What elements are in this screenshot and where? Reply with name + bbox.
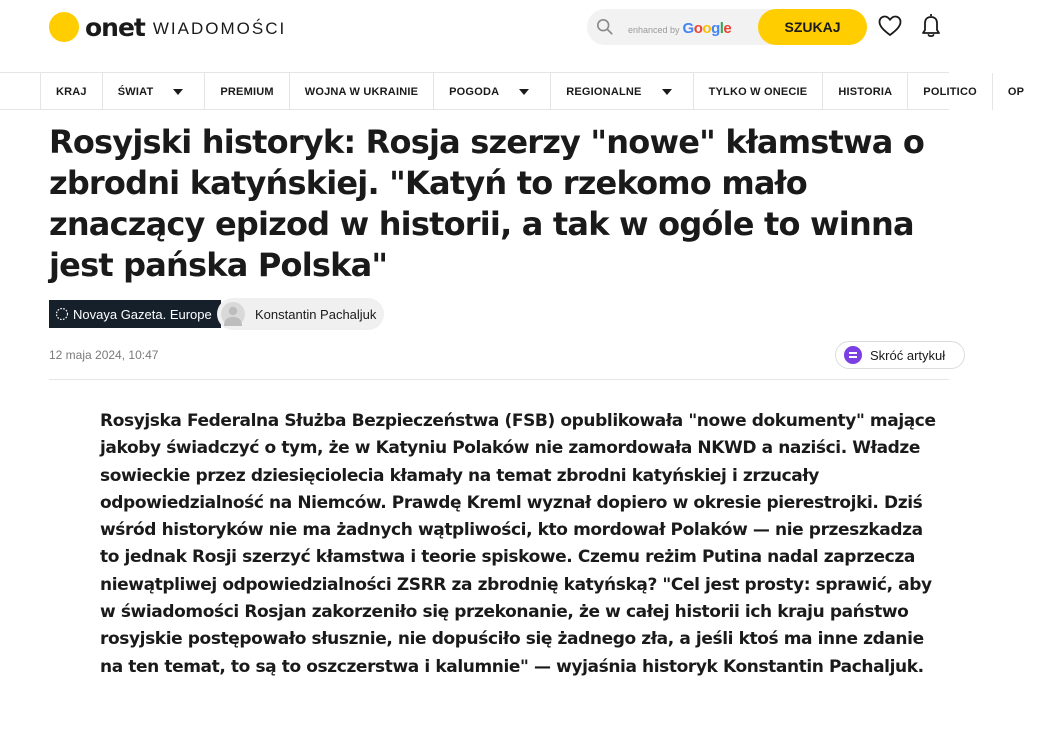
- chevron-down-icon: [662, 89, 672, 95]
- google-logo: Google: [682, 20, 732, 37]
- source-badge[interactable]: [49, 300, 221, 328]
- search-bar[interactable]: [587, 9, 867, 45]
- publish-date: 12 maja 2024, 10:47: [49, 348, 159, 362]
- search-button[interactable]: SZUKAJ: [758, 9, 867, 45]
- novaya-gazeta-logo-icon: [55, 307, 69, 321]
- nav-item-op[interactable]: OP: [992, 73, 1039, 110]
- logo-word: onet: [85, 12, 145, 42]
- nav-item-kraj[interactable]: KRAJ: [40, 73, 102, 110]
- summarize-article-button[interactable]: [835, 341, 965, 369]
- site-header: [0, 0, 949, 73]
- author-name: Konstantin Pachaljuk: [255, 306, 377, 322]
- main-nav: [0, 73, 1025, 110]
- divider: [49, 379, 949, 380]
- summary-icon: [844, 346, 862, 364]
- logo-section-name: WIADOMOŚCI: [152, 18, 287, 38]
- nav-item-pogoda[interactable]: POGODA: [433, 73, 550, 110]
- article-lead: Rosyjska Federalna Służba Bezpieczeństwa (FSB) opublikowała "nowe dokumenty" mające jakoby świadczyć o tym, że w Katyniu Polaków nie zamordowała NKWD a naziści. Władze sowieckie przez dziesięciolecia kłamały na temat zbrodni katyńskiej i zrzucały odpowiedzialność na Niemców. Prawdę Kreml wyznał dopiero w okresie pierestrojki. Dziś wśród historyków nie ma żadnych wątpliwości, kto mordował Polaków — nie przeszkadza to jednak Rosji szerzyć kłamstwa i teorie spiskowe. Czemu reżim Putina nadal zaprzecza niewątpliwej odpowiedzialności ZSRR za zbrodnię katyńską? "Cel jest prosty: sprawić, aby w świadomości Rosjan zakorzeniło się przekonanie, że w całej historii ich kraju państwo rosyjskie postępowało słusznie, nie dopuściło się żadnego zła, a jeśli ktoś ma inne zdanie na ten temat, to są to oszczerstwa i kalumnie" — wyjaśnia historyk Konstantin Pachaljuk.: [100, 411, 936, 677]
- nav-item-politico[interactable]: POLITICO: [907, 73, 992, 110]
- summarize-label: Skróć artykuł: [870, 347, 946, 363]
- user-icon: [221, 302, 245, 326]
- chevron-down-icon: [173, 89, 183, 95]
- nav-item-historia[interactable]: HISTORIA: [822, 73, 907, 110]
- article-title: Rosyjski historyk: Rosja szerzy "nowe" kłamstwa o zbrodni katyńskiej. "Katyń to rzekomo mało znaczący epizod w historii, a tak w ogóle to winna jest pańska Polska": [49, 123, 925, 284]
- logo-dot-icon: [49, 12, 79, 42]
- enhanced-by-text: enhanced by: [628, 25, 680, 35]
- onet-logo[interactable]: [49, 10, 286, 44]
- nav-item-tylko-w-onecie[interactable]: TYLKO W ONECIE: [693, 73, 823, 110]
- nav-item-swiat[interactable]: ŚWIAT: [102, 73, 205, 110]
- source-name: Novaya Gazeta. Europe: [73, 306, 212, 322]
- avatar: [221, 302, 245, 326]
- heart-icon[interactable]: [878, 15, 902, 37]
- nav-item-wojna-w-ukrainie[interactable]: WOJNA W UKRAINIE: [289, 73, 433, 110]
- search-icon: [596, 18, 614, 36]
- bell-icon[interactable]: [920, 12, 942, 38]
- nav-item-premium[interactable]: PREMIUM: [204, 73, 288, 110]
- search-input[interactable]: [628, 20, 731, 37]
- nav-item-regionalne[interactable]: REGIONALNE: [550, 73, 692, 110]
- author-chip[interactable]: [217, 298, 384, 330]
- chevron-down-icon: [519, 89, 529, 95]
